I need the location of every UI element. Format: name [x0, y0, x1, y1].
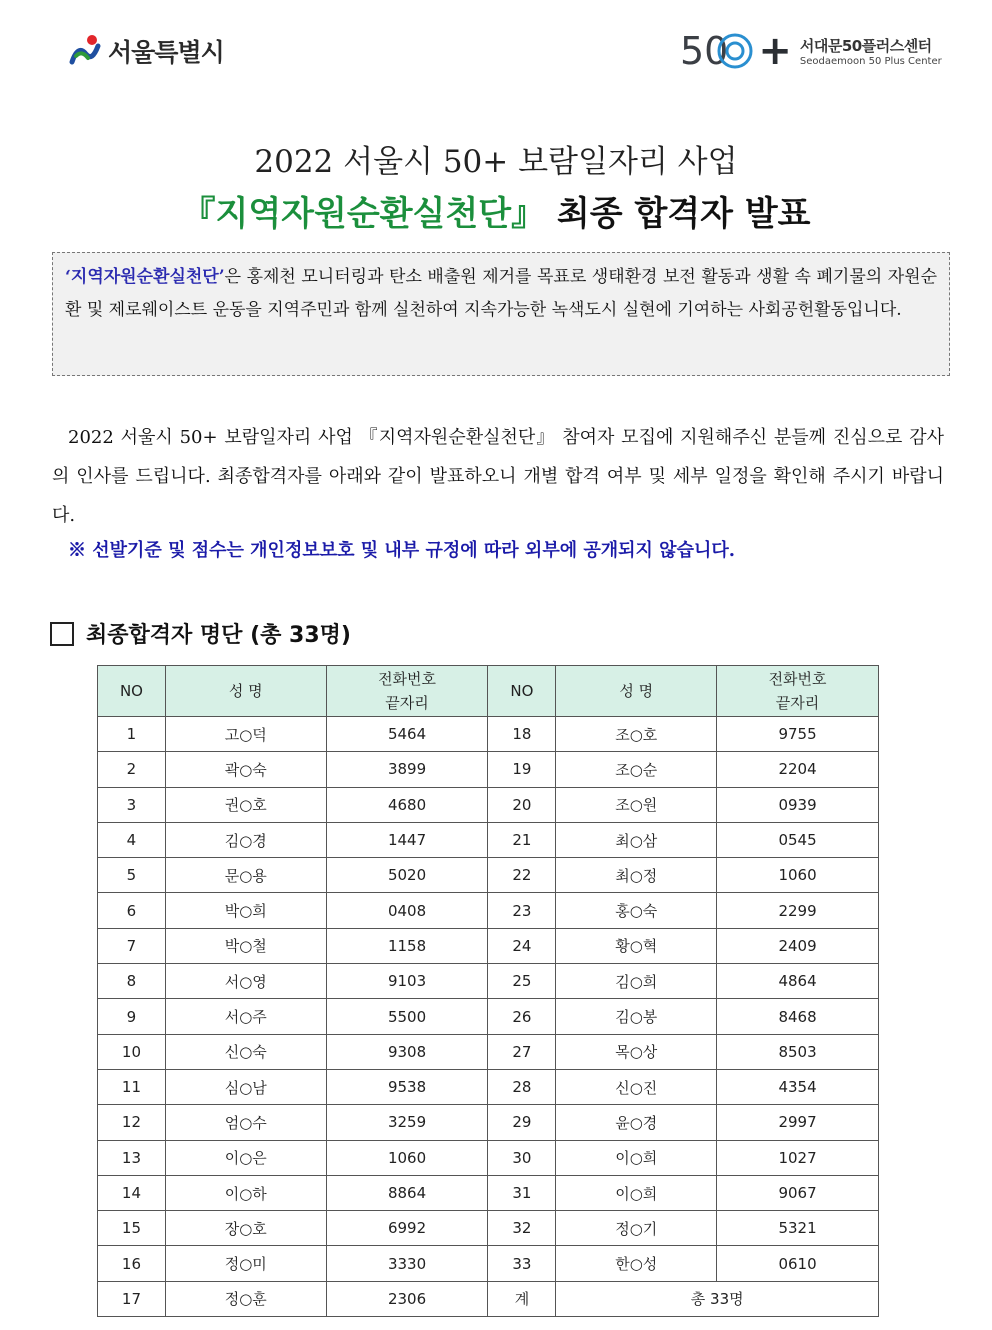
header-no: NO: [98, 666, 166, 717]
table-row: [98, 1069, 879, 1104]
cell-name: 정○미: [165, 1246, 326, 1281]
cell-name: 장○호: [165, 1211, 326, 1246]
cell-phone: 4680: [326, 787, 488, 822]
cell-phone: 1060: [717, 858, 879, 893]
cell-name: 목○상: [556, 1034, 717, 1069]
cell-phone: 9538: [326, 1069, 488, 1104]
header-phone: 전화번호 끝자리: [326, 666, 488, 717]
center-ring-icon: [714, 30, 756, 72]
cell-phone: 9067: [717, 1175, 879, 1210]
seoul-name: 서울특별시: [108, 38, 224, 67]
cell-phone: 2204: [717, 752, 879, 787]
cell-no: 28: [488, 1069, 556, 1104]
cell-name: 곽○숙: [165, 752, 326, 787]
cell-phone: 2299: [717, 893, 879, 928]
table-row: [98, 999, 879, 1034]
cell-name: 김○봉: [556, 999, 717, 1034]
cell-phone: 5500: [326, 999, 488, 1034]
cell-phone: 3330: [326, 1246, 488, 1281]
cell-no: 20: [488, 787, 556, 822]
cell-no: 8: [98, 964, 166, 999]
cell-name: 문○용: [165, 858, 326, 893]
center-eng-name: Seodaemoon 50 Plus Center: [799, 56, 942, 67]
cell-name: 정○훈: [165, 1281, 326, 1316]
cell-no: 31: [488, 1175, 556, 1210]
cell-name: 서○영: [165, 964, 326, 999]
cell-phone: 5464: [326, 717, 488, 752]
cell-name: 권○호: [165, 787, 326, 822]
cell-name: 심○남: [165, 1069, 326, 1104]
header-no: NO: [488, 666, 556, 717]
header-phone: 전화번호 끝자리: [717, 666, 879, 717]
cell-name: 한○성: [556, 1246, 717, 1281]
total-label: 계: [488, 1281, 556, 1316]
cell-no: 33: [488, 1246, 556, 1281]
cell-name: 서○주: [165, 999, 326, 1034]
table-row: [98, 787, 879, 822]
cell-name: 박○철: [165, 928, 326, 963]
cell-phone: 0939: [717, 787, 879, 822]
cell-no: 13: [98, 1140, 166, 1175]
title-program-name: 『지역자원순환실천단』: [181, 194, 546, 234]
table-row: [98, 717, 879, 752]
cell-name: 최○삼: [556, 822, 717, 857]
cell-phone: 6992: [326, 1211, 488, 1246]
cell-name: 조○호: [556, 717, 717, 752]
cell-no: 2: [98, 752, 166, 787]
table-row: [98, 964, 879, 999]
cell-name: 이○희: [556, 1175, 717, 1210]
cell-phone: 1027: [717, 1140, 879, 1175]
center-logo-number: 50: [680, 29, 729, 73]
cell-name: 정○기: [556, 1211, 717, 1246]
cell-phone: 4864: [717, 964, 879, 999]
cell-no: 29: [488, 1105, 556, 1140]
cell-name: 김○경: [165, 822, 326, 857]
cell-phone: 8503: [717, 1034, 879, 1069]
cell-name: 이○희: [556, 1140, 717, 1175]
cell-name: 황○혁: [556, 928, 717, 963]
section-heading: [50, 618, 351, 649]
table-row: [98, 1211, 879, 1246]
cell-phone: 0545: [717, 822, 879, 857]
checkbox-square-icon: [50, 622, 74, 646]
table-row: [98, 1175, 879, 1210]
center-name: 서대문50플러스센터: [799, 37, 932, 55]
title-line-1: 2022 서울시 50+ 보람일자리 사업: [254, 144, 738, 180]
cell-phone: 8864: [326, 1175, 488, 1210]
table-row: [98, 752, 879, 787]
cell-no: 32: [488, 1211, 556, 1246]
title-announcement: 최종 합격자 발표: [545, 194, 811, 234]
cell-no: 25: [488, 964, 556, 999]
cell-no: 26: [488, 999, 556, 1034]
cell-no: 5: [98, 858, 166, 893]
cell-no: 15: [98, 1211, 166, 1246]
cell-phone: 8468: [717, 999, 879, 1034]
cell-name: 신○진: [556, 1069, 717, 1104]
cell-name: 이○은: [165, 1140, 326, 1175]
cell-phone: 3259: [326, 1105, 488, 1140]
table-row: [98, 1246, 879, 1281]
program-description-box: [52, 252, 950, 376]
cell-no: 23: [488, 893, 556, 928]
cell-no: 27: [488, 1034, 556, 1069]
cell-phone: 1447: [326, 822, 488, 857]
header-name: 성 명: [556, 666, 717, 717]
cell-phone: 2306: [326, 1281, 488, 1316]
cell-no: 17: [98, 1281, 166, 1316]
cell-no: 22: [488, 858, 556, 893]
seoul-symbol-icon: [68, 32, 102, 70]
cell-phone: 2409: [717, 928, 879, 963]
cell-phone: 9103: [326, 964, 488, 999]
cell-phone: 9755: [717, 717, 879, 752]
cell-phone: 5321: [717, 1211, 879, 1246]
cell-name: 윤○경: [556, 1105, 717, 1140]
cell-no: 24: [488, 928, 556, 963]
seoul-logo: [68, 32, 224, 70]
cell-name: 신○숙: [165, 1034, 326, 1069]
cell-name: 고○덕: [165, 717, 326, 752]
cell-name: 조○순: [556, 752, 717, 787]
cell-no: 4: [98, 822, 166, 857]
cell-name: 조○원: [556, 787, 717, 822]
table-row: [98, 893, 879, 928]
cell-phone: 9308: [326, 1034, 488, 1069]
cell-no: 21: [488, 822, 556, 857]
section-title: 최종합격자 명단 (총 33명): [86, 623, 351, 648]
cell-no: 1: [98, 717, 166, 752]
cell-phone: 0610: [717, 1246, 879, 1281]
total-value: 총 33명: [556, 1281, 879, 1316]
cell-no: 10: [98, 1034, 166, 1069]
cell-name: 엄○수: [165, 1105, 326, 1140]
cell-phone: 0408: [326, 893, 488, 928]
page-header: [0, 0, 992, 100]
cell-no: 14: [98, 1175, 166, 1210]
final-roster-table: [97, 665, 879, 1317]
cell-no: 16: [98, 1246, 166, 1281]
table-row: [98, 1105, 879, 1140]
cell-name: 김○희: [556, 964, 717, 999]
cell-no: 12: [98, 1105, 166, 1140]
table-row: [98, 1034, 879, 1069]
cell-no: 9: [98, 999, 166, 1034]
announcement-paragraph: 2022 서울시 50+ 보람일자리 사업 『지역자원순환실천단』 참여자 모집에 지원해주신 분들께 진심으로 감사의 인사를 드립니다. 최종합격자를 아래와 같이 발표하오니 개별 합격 여부 및 세부 일정을 확인해 주시기 바랍니다.: [52, 427, 944, 526]
cell-phone: 1060: [326, 1140, 488, 1175]
table-row: [98, 928, 879, 963]
table-row: [98, 858, 879, 893]
table-total-row: [98, 1281, 879, 1316]
table-header-row: [98, 666, 879, 717]
cell-phone: 4354: [717, 1069, 879, 1104]
cell-phone: 2997: [717, 1105, 879, 1140]
cell-name: 최○정: [556, 858, 717, 893]
program-description: 은 홍제천 모니터링과 탄소 배출원 제거를 목표로 생태환경 보전 활동과 생활 속 폐기물의 자원순환 및 제로웨이스트 운동을 지역주민과 함께 실천하여 지속가능한 녹색도시 실현에 기여하는 사회공헌활동입니다.: [65, 267, 937, 320]
program-keyword: ‘지역자원순환실천단’: [65, 267, 225, 287]
table-row: [98, 822, 879, 857]
cell-phone: 1158: [326, 928, 488, 963]
cell-no: 30: [488, 1140, 556, 1175]
table-row: [98, 1140, 879, 1175]
cell-no: 19: [488, 752, 556, 787]
selection-notice: ※ 선발기준 및 점수는 개인정보보호 및 내부 규정에 따라 외부에 공개되지 않습니다.: [68, 540, 735, 561]
cell-name: 박○희: [165, 893, 326, 928]
cell-no: 3: [98, 787, 166, 822]
center-logo-plus: +: [758, 28, 792, 74]
cell-no: 18: [488, 717, 556, 752]
cell-name: 홍○숙: [556, 893, 717, 928]
title-line-2: [0, 186, 992, 235]
header-name: 성 명: [165, 666, 326, 717]
cell-no: 11: [98, 1069, 166, 1104]
cell-no: 6: [98, 893, 166, 928]
cell-phone: 3899: [326, 752, 488, 787]
cell-no: 7: [98, 928, 166, 963]
center-logo: [680, 30, 942, 72]
cell-name: 이○하: [165, 1175, 326, 1210]
cell-phone: 5020: [326, 858, 488, 893]
